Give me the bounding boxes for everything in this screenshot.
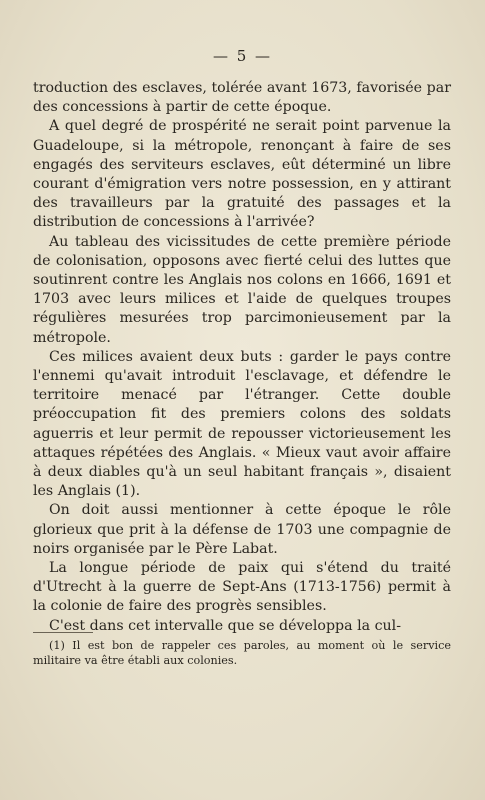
- paragraph: Ces milices avaient deux buts : garder le pays contre l'ennemi qu'avait introduit l'esclavage, et défendre le territoire menacé par l'étranger. Cette double préoccupation fit des premiers colons des soldats aguerris et leur permit de repousser victorieusement les attaques répétées des Anglais. « Mieux vaut avoir affaire à deux diables qu'à un seul habitant français », disaient les Anglais (1).: [33, 348, 451, 500]
- body-text: [33, 79, 451, 636]
- paragraph: A quel degré de prospérité ne serait point parvenue la Guadeloupe, si la métropole, renonçant à faire de ses engagés des serviteurs esclaves, eût déterminé un libre courant d'émigration vers notre possession, en y attirant des travailleurs par la gratuité des passages et la distribution de concessions à l'arrivée?: [33, 118, 451, 231]
- paragraph: Au tableau des vicissitudes de cette première période de colonisation, opposons avec fierté celui des luttes que soutinrent contre les Anglais nos colons en 1666, 1691 et 1703 avec leurs milices et l'aide de quelques troupes régulières mesurées trop parcimonieusement par la métropole.: [33, 233, 451, 346]
- paragraph: C'est dans cet intervalle que se développa la cul-: [49, 617, 402, 634]
- page-number: — 5 —: [212, 47, 273, 65]
- paragraph: La longue période de paix qui s'étend du traité d'Utrecht à la guerre de Sept-Ans (1713-1756) permit à la colonie de faire des progrès sensibles.: [33, 560, 451, 615]
- footnote-divider: [33, 632, 93, 633]
- paragraph: On doit aussi mentionner à cette époque le rôle glorieux que prit à la défense de 1703 une compagnie de noirs organisée par le Père Labat.: [33, 502, 451, 557]
- paragraph: troduction des esclaves, tolérée avant 1673, favorisée par des concessions à partir de cette époque.: [33, 80, 451, 116]
- footnote: (1) Il est bon de rappeler ces paroles, au moment où le service militaire va être établi aux colonies.: [33, 639, 451, 667]
